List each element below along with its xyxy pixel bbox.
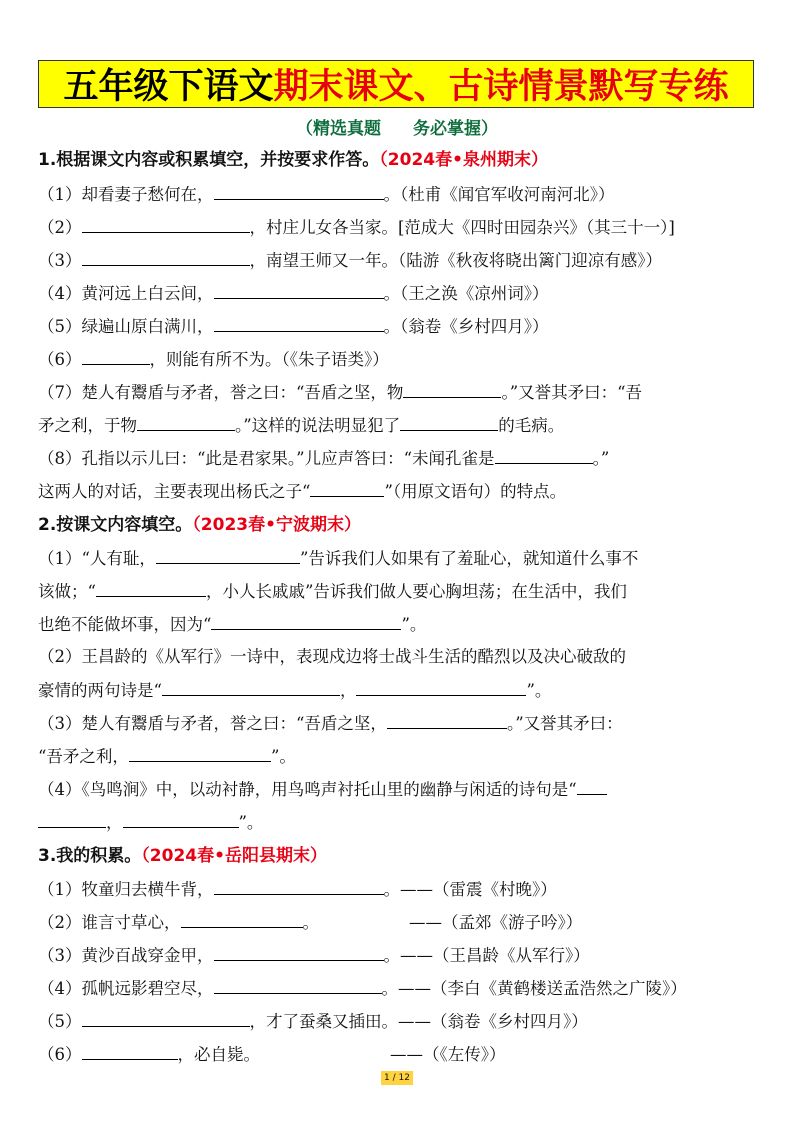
- s1-q1: [38, 183, 615, 206]
- text: ，: [106, 813, 123, 832]
- text: 。——（雷震《村晚》）: [383, 880, 557, 899]
- page-title: [38, 60, 754, 108]
- text: ”（用原文语句）的特点。: [384, 482, 567, 501]
- text: 。: [302, 913, 319, 932]
- text: （5）绿遍山原白满川，: [38, 317, 214, 336]
- text: （3）楚人有鬻盾与矛者，誉之曰：“吾盾之坚，: [38, 714, 387, 733]
- text: （6）: [38, 350, 82, 369]
- answer-blank[interactable]: [310, 480, 384, 497]
- text: ，才了蚕桑又插田。——（翁卷《乡村四月》）: [249, 1012, 588, 1031]
- subtitle-left: （精选真题: [296, 119, 381, 139]
- s2-q3-line2: [38, 745, 296, 768]
- text: ”。: [270, 747, 296, 766]
- s2-q1-line1: [38, 547, 638, 570]
- text: 。（杜甫《闻官军收河南河北》）: [383, 185, 615, 204]
- text: 。——（李白《黄鹤楼送孟浩然之广陵》）: [381, 979, 687, 998]
- text: ，必自毙。: [177, 1045, 260, 1064]
- s1-q5: [38, 315, 549, 338]
- answer-blank[interactable]: [400, 414, 498, 431]
- answer-blank[interactable]: [577, 778, 607, 795]
- title-part1: 五年级下语文: [63, 67, 274, 107]
- answer-blank[interactable]: [214, 944, 384, 961]
- text: 的毛病。: [498, 416, 565, 435]
- s3-q2: [38, 911, 582, 934]
- text: 。（翁卷《乡村四月》）: [383, 317, 549, 336]
- answer-blank[interactable]: [156, 547, 300, 564]
- text: ——（孟郊《游子吟》）: [409, 913, 583, 932]
- text: （2）: [38, 218, 82, 237]
- answer-blank[interactable]: [82, 249, 250, 266]
- answer-blank[interactable]: [82, 216, 250, 233]
- text: 。——（王昌龄《从军行》）: [383, 946, 590, 965]
- text: 这两人的对话，主要表现出杨氏之子“: [38, 482, 311, 501]
- text: ”。: [238, 813, 264, 832]
- s3-q3: [38, 944, 590, 967]
- answer-blank[interactable]: [214, 282, 384, 299]
- section-2-source: （2023春•宁波期末）: [192, 515, 361, 535]
- text: （3）黄沙百战穿金甲，: [38, 946, 214, 965]
- text: （7）楚人有鬻盾与矛者，誉之曰：“吾盾之坚，物: [38, 383, 404, 402]
- text: （6）: [38, 1045, 82, 1064]
- section-1-source: （2024春•泉州期末）: [379, 150, 548, 170]
- s1-q8-line2: [38, 480, 566, 503]
- text: （1）牧童归去横牛背，: [38, 880, 214, 899]
- text: 豪情的两句诗是“: [38, 681, 162, 700]
- s3-q1: [38, 878, 557, 901]
- answer-blank[interactable]: [82, 1043, 178, 1060]
- answer-blank[interactable]: [162, 679, 340, 696]
- answer-blank[interactable]: [129, 745, 271, 762]
- answer-blank[interactable]: [137, 414, 235, 431]
- s2-q1-line3: [38, 613, 426, 636]
- text: （1）“人有耻，: [38, 549, 156, 568]
- text: ，小人长戚戚”告诉我们做人要心胸坦荡；在生活中，我们: [205, 582, 627, 601]
- text: 。”又誉其矛曰：: [506, 714, 623, 733]
- s2-q3-line1: [38, 712, 623, 735]
- text: ”。: [401, 615, 427, 634]
- s3-q5: [38, 1010, 588, 1033]
- section-3-title: 3.我的积累。: [38, 846, 142, 866]
- text: （8）孔指以示儿曰：“此是君家果。”儿应声答曰：“未闻孔雀是: [38, 449, 495, 468]
- title-part2: 期末课文、古诗情景默写专练: [273, 67, 729, 107]
- text: 该做；“: [38, 582, 96, 601]
- s2-q2-line1: [38, 646, 626, 668]
- answer-blank[interactable]: [387, 712, 507, 729]
- section-1-title: 1.根据课文内容或积累填空，并按要求作答。: [38, 150, 380, 170]
- answer-blank[interactable]: [356, 679, 526, 696]
- section-3-heading: [38, 845, 327, 867]
- text: （2）王昌龄的《从军行》一诗中，表现戍边将士战斗生活的酷烈以及决心破敌的: [38, 647, 626, 666]
- text: 矛之利，于物: [38, 416, 137, 435]
- text: （3）: [38, 251, 82, 270]
- answer-blank[interactable]: [214, 315, 384, 332]
- text: ”。: [526, 681, 552, 700]
- text: ，村庄儿女各当家。[范成大《四时田园杂兴》（其三十一）]: [249, 218, 675, 237]
- text: ，: [339, 681, 357, 700]
- answer-blank[interactable]: [214, 183, 384, 200]
- s2-q4-line2: [38, 811, 263, 834]
- answer-blank[interactable]: [181, 911, 303, 928]
- answer-blank[interactable]: [82, 1010, 250, 1027]
- text: “吾矛之利，: [38, 747, 129, 766]
- text: （5）: [38, 1012, 82, 1031]
- text: （4）黄河远上白云间，: [38, 284, 214, 303]
- text: ——（《左传》）: [390, 1045, 506, 1064]
- s2-q4-line1: [38, 778, 607, 801]
- text: （4）《鸟鸣涧》中，以动衬静，用鸟鸣声衬托山里的幽静与闲适的诗句是“: [38, 780, 577, 799]
- text: 也绝不能做坏事，因为“: [38, 615, 212, 634]
- subtitle: [0, 114, 794, 139]
- section-2-heading: [38, 514, 361, 536]
- s1-q3: [38, 249, 662, 272]
- s3-q6: [38, 1043, 506, 1066]
- s1-q8-line1: [38, 447, 609, 470]
- answer-blank[interactable]: [96, 580, 206, 597]
- answer-blank[interactable]: [82, 348, 150, 365]
- text: ，南望王师又一年。（陆游《秋夜将晓出篱门迎凉有感》）: [249, 251, 662, 270]
- answer-blank[interactable]: [214, 878, 384, 895]
- answer-blank[interactable]: [123, 811, 239, 828]
- s1-q7-line1: [38, 381, 642, 404]
- text: 。（王之涣《凉州词》）: [383, 284, 549, 303]
- section-1-heading: [38, 149, 548, 171]
- s1-q2: [38, 216, 675, 239]
- section-3-source: （2024春•岳阳县期末）: [141, 846, 327, 866]
- answer-blank[interactable]: [403, 381, 501, 398]
- answer-blank[interactable]: [214, 977, 382, 994]
- text: （4）孤帆远影碧空尽，: [38, 979, 214, 998]
- answer-blank[interactable]: [211, 613, 401, 630]
- answer-blank[interactable]: [38, 811, 106, 828]
- s2-q2-line2: [38, 679, 551, 702]
- subtitle-right: 务必掌握）: [413, 119, 498, 139]
- text: 。”: [592, 449, 610, 468]
- text: 。”这样的说法明显犯了: [235, 416, 401, 435]
- text: （1）却看妻子愁何在，: [38, 185, 214, 204]
- s1-q7-line2: [38, 414, 564, 437]
- s1-q6: [38, 348, 389, 371]
- page-number: 1 / 12: [381, 1071, 413, 1085]
- text: ”告诉我们人如果有了羞耻心，就知道什么事不: [299, 549, 639, 568]
- text: （2）谁言寸草心，: [38, 913, 181, 932]
- s2-q1-line2: [38, 580, 627, 603]
- text: ，则能有所不为。（《朱子语类》）: [149, 350, 389, 369]
- answer-blank[interactable]: [495, 447, 593, 464]
- s1-q4: [38, 282, 549, 305]
- text: 。”又誉其矛曰：“吾: [501, 383, 643, 402]
- section-2-title: 2.按课文内容填空。: [38, 515, 193, 535]
- s3-q4: [38, 977, 687, 1000]
